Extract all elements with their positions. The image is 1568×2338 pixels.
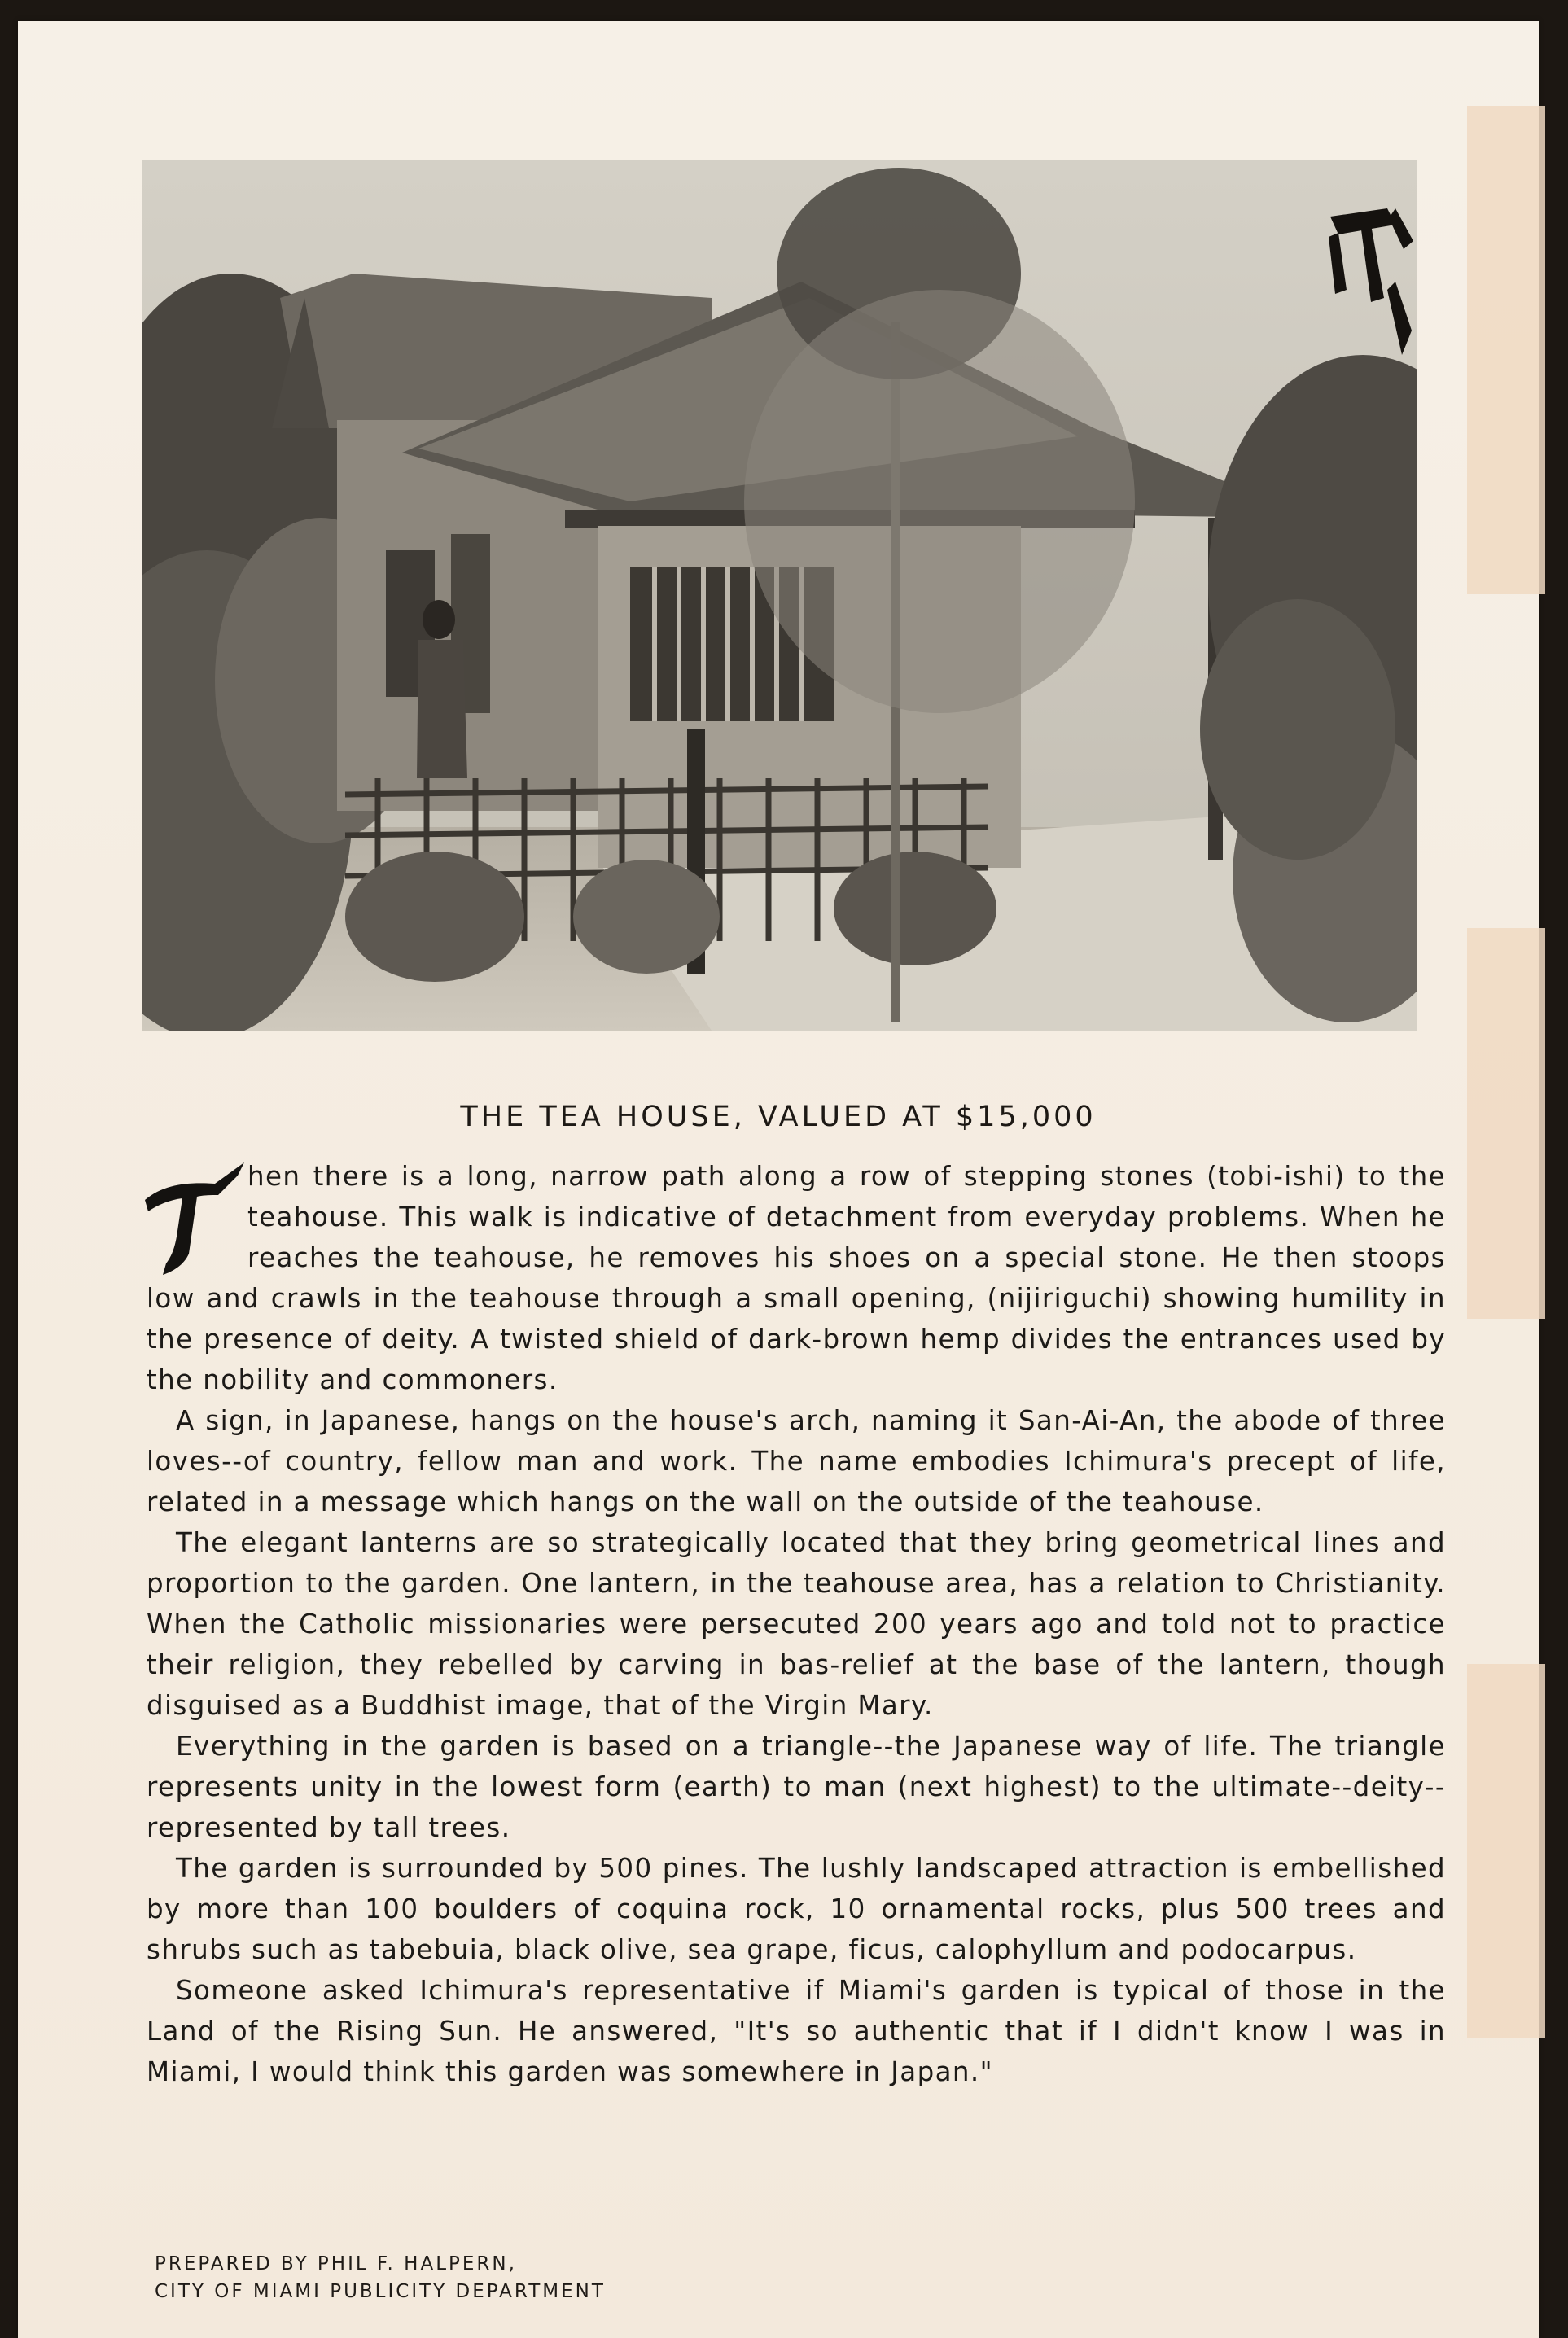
drop-cap-t	[140, 1159, 247, 1275]
brochure-page	[18, 21, 1539, 2338]
paragraph-text: hen there is a long, narrow path along a row of stepping stones (tobi-ishi) to the teahouse. This walk is indicative of detachment from everyday problems. When he reaches the teahouse, he removes his shoes on a special stone. He then stoops low and crawls in the teahouse through a small opening, (nijiriguchi) showing humility in the presence of deity. A twisted shield of dark-brown hemp divides the entrances used by the nobility and commoners.	[147, 1161, 1446, 1395]
page-edge-tab	[1467, 1664, 1545, 2038]
credit-line-department: CITY OF MIAMI PUBLICITY DEPARTMENT	[155, 2281, 606, 2302]
article-paragraph: A sign, in Japanese, hangs on the house's arch, naming it San-Ai-An, the abode of three loves--of country, fellow man and work. The name embodies Ichimura's precept of life, related in a message which hangs on the wall on the outside of the teahouse.	[147, 1405, 1446, 1517]
article-paragraph	[147, 1156, 1446, 1400]
credit-block	[155, 2250, 606, 2305]
article-paragraph: Someone asked Ichimura's representative if Miami's garden is typical of those in the Land of the Rising Sun. He answered, "It's so authentic that if I didn't know I was in Miami, I would think this garden was somewhere in Japan."	[147, 1975, 1446, 2087]
photo-caption: THE TEA HOUSE, VALUED AT $15,000	[460, 1101, 1097, 1133]
credit-line-author: PREPARED BY PHIL F. HALPERN,	[155, 2253, 517, 2275]
page-edge-tab	[1467, 106, 1545, 594]
article-body	[147, 1156, 1446, 2092]
article-paragraph: Everything in the garden is based on a triangle--the Japanese way of life. The triangle represents unity in the lowest form (earth) to man (next highest) to the ultimate--deity--represented by tall trees.	[147, 1731, 1446, 1843]
article-paragraph: The elegant lanterns are so strategically located that they bring geometrical lines and proportion to the garden. One lantern, in the teahouse area, has a relation to Christianity. When the Catholic missionaries were persecuted 200 years ago and told not to practice their religion, they rebelled by carving in bas-relief at the base of the lantern, though disguised as a Buddhist image, that of the Virgin Mary.	[147, 1527, 1446, 1721]
tea-house-illustration	[142, 160, 1417, 1031]
article-paragraph: The garden is surrounded by 500 pines. The lushly landscaped attraction is embellished by more than 100 boulders of coquina rock, 10 ornamental rocks, plus 500 trees and shrubs such as tabebuia, black olive, sea grape, ficus, calophyllum and podocarpus.	[147, 1853, 1446, 1965]
tea-house-photo	[142, 160, 1417, 1031]
